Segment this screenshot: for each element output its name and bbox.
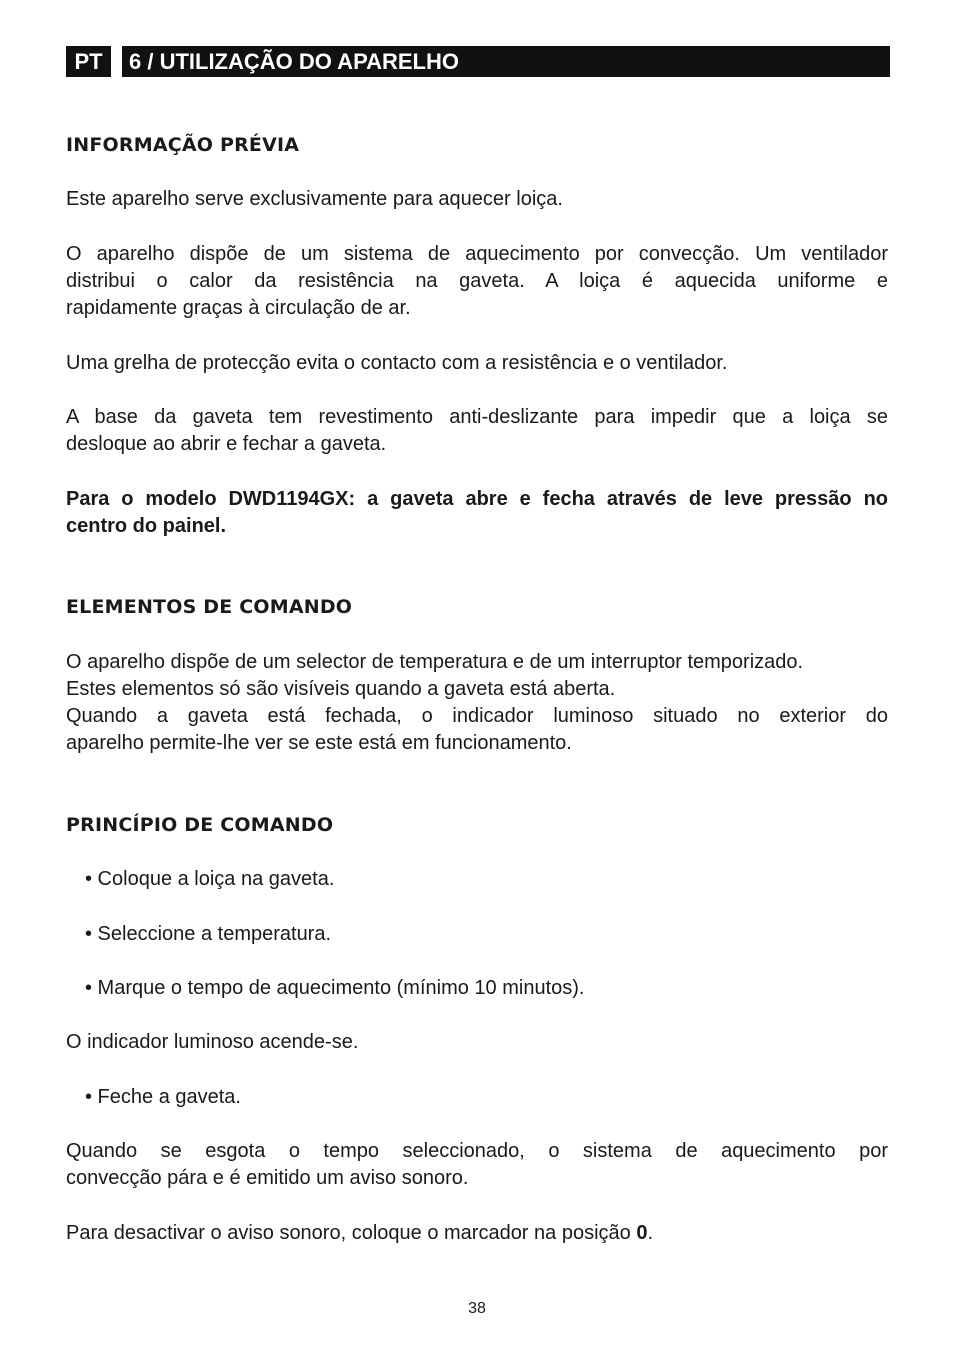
text-line: A base da gaveta tem revestimento anti-deslizante para impedir que a loiça se — [66, 406, 888, 428]
paragraph-indicator: O indicador luminoso acende-se. — [66, 1031, 359, 1053]
text-line: aparelho permite-lhe ver se este está em funcionamento. — [66, 732, 572, 754]
heading-informacao-previa: INFORMAÇÃO PRÉVIA — [66, 134, 300, 156]
paragraph-base — [66, 404, 888, 458]
paragraph-time-elapsed — [66, 1138, 888, 1192]
bullet-item: • Seleccione a temperatura. — [85, 923, 332, 945]
paragraph-deactivate — [66, 1220, 888, 1247]
text-line: O aparelho dispõe de um selector de temperatura e de um interruptor temporizado. — [66, 651, 804, 673]
paragraph-grid: Uma grelha de protecção evita o contacto com a resistência e o ventilador. — [66, 352, 728, 374]
section-title-bar: 6 / UTILIZAÇÃO DO APARELHO — [122, 46, 890, 77]
position-zero: 0 — [636, 1222, 648, 1244]
text-line: desloque ao abrir e fechar a gaveta. — [66, 433, 387, 455]
bullet-item: • Marque o tempo de aquecimento (mínimo 10 minutos). — [85, 977, 585, 999]
text-line: convecção pára e é emitido um aviso sonoro. — [66, 1167, 469, 1189]
heading-principio-comando: PRINCÍPIO DE COMANDO — [66, 814, 334, 836]
page-header — [66, 46, 890, 77]
text-span: . — [647, 1222, 654, 1244]
language-badge: PT — [66, 46, 111, 77]
heading-elementos-comando: ELEMENTOS DE COMANDO — [66, 596, 353, 618]
text-span: Para desactivar o aviso sonoro, coloque o marcador na posição — [66, 1222, 637, 1244]
paragraph-controls — [66, 649, 888, 757]
text-line: centro do painel. — [66, 515, 227, 537]
bullet-item: • Coloque a loiça na gaveta. — [85, 868, 335, 890]
paragraph-convection — [66, 241, 888, 322]
text-line: rapidamente graças à circulação de ar. — [66, 297, 411, 319]
text-line: Quando a gaveta está fechada, o indicador luminoso situado no exterior do — [66, 705, 888, 727]
text-line: distribui o calor da resistência na gaveta. A loiça é aquecida uniforme e — [66, 270, 888, 292]
text-line: O aparelho dispõe de um sistema de aquecimento por convecção. Um ventilador — [66, 243, 888, 265]
bullet-item: • Feche a gaveta. — [85, 1086, 241, 1108]
text-line: Para o modelo DWD1194GX: a gaveta abre e fecha através de leve pressão no — [66, 488, 888, 510]
text-line: Quando se esgota o tempo seleccionado, o sistema de aquecimento por — [66, 1140, 888, 1162]
page-number: 38 — [468, 1300, 486, 1317]
text-line: Estes elementos só são visíveis quando a gaveta está aberta. — [66, 678, 616, 700]
paragraph-model-note — [66, 486, 888, 540]
paragraph-intro: Este aparelho serve exclusivamente para aquecer loiça. — [66, 188, 563, 210]
